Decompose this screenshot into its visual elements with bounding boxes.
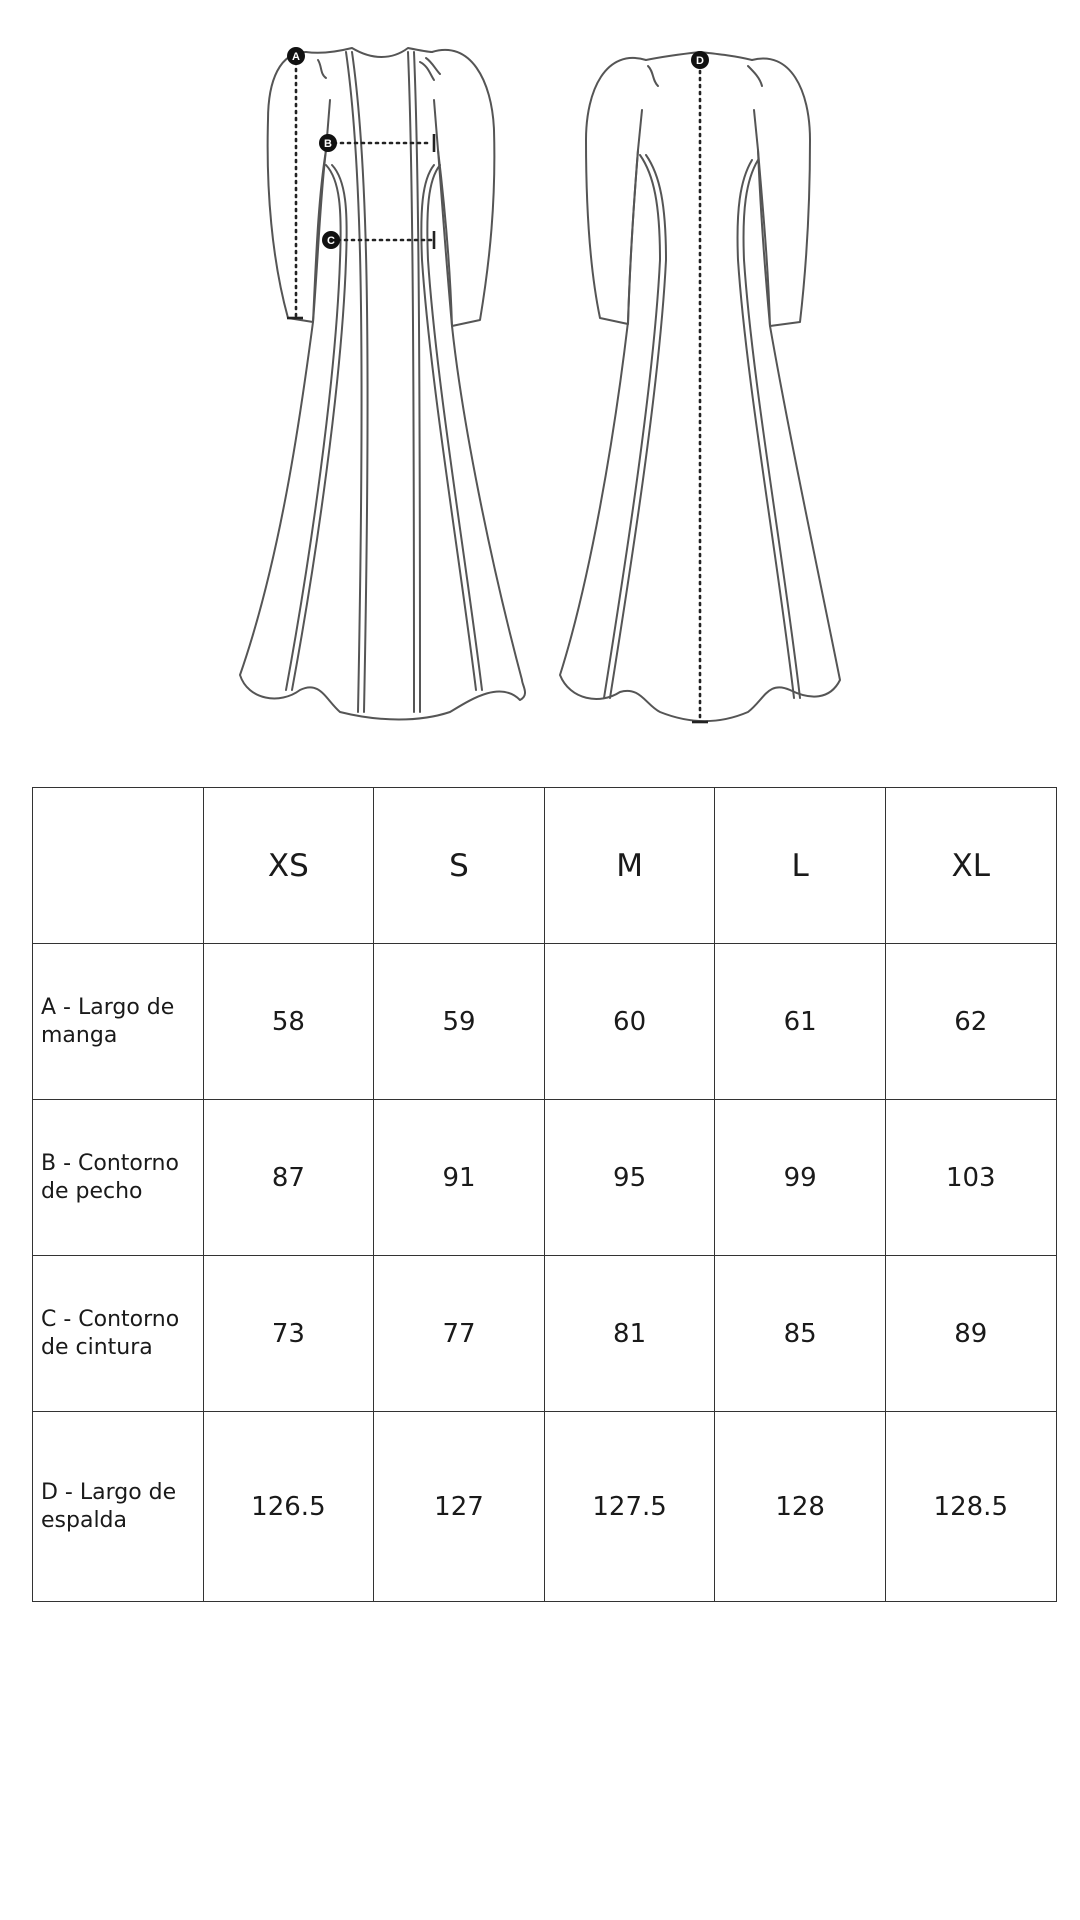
size-header-xl: XL [885,788,1056,944]
table-cell: 128 [715,1412,886,1602]
table-cell: 87 [203,1100,374,1256]
table-row-chest [33,1100,1057,1256]
table-cell: 91 [374,1100,545,1256]
svg-text:D: D [696,55,704,67]
table-cell: 81 [544,1256,715,1412]
dress-measurement-diagram [0,0,1080,760]
table-cell: 59 [374,944,545,1100]
corner-cell [33,788,204,944]
table-cell: 128.5 [885,1412,1056,1602]
table-cell: 85 [715,1256,886,1412]
table-cell: 99 [715,1100,886,1256]
row-label: B - Contorno de pecho [33,1100,204,1256]
marker-c [322,231,340,249]
table-cell: 126.5 [203,1412,374,1602]
table-row-sleeve-length [33,944,1057,1100]
svg-text:B: B [324,138,332,150]
marker-d [691,51,709,69]
table-cell: 58 [203,944,374,1100]
table-cell: 77 [374,1256,545,1412]
table-cell: 62 [885,944,1056,1100]
marker-b [319,134,337,152]
row-label: D - Largo de espalda [33,1412,204,1602]
table-cell: 89 [885,1256,1056,1412]
size-header-xs: XS [203,788,374,944]
svg-text:C: C [327,235,335,247]
table-cell: 103 [885,1100,1056,1256]
table-cell: 127.5 [544,1412,715,1602]
table-cell: 60 [544,944,715,1100]
size-header-s: S [374,788,545,944]
table-header-row [33,788,1057,944]
marker-a [287,47,305,65]
size-header-l: L [715,788,886,944]
size-header-m: M [544,788,715,944]
svg-text:A: A [292,51,300,63]
table-cell: 127 [374,1412,545,1602]
table-row-waist [33,1256,1057,1412]
table-row-back-length [33,1412,1057,1602]
size-chart-table [32,787,1057,1602]
row-label: A - Largo de manga [33,944,204,1100]
table-cell: 61 [715,944,886,1100]
table-cell: 73 [203,1256,374,1412]
dress-front-view [240,48,525,720]
table-cell: 95 [544,1100,715,1256]
row-label: C - Contorno de cintura [33,1256,204,1412]
